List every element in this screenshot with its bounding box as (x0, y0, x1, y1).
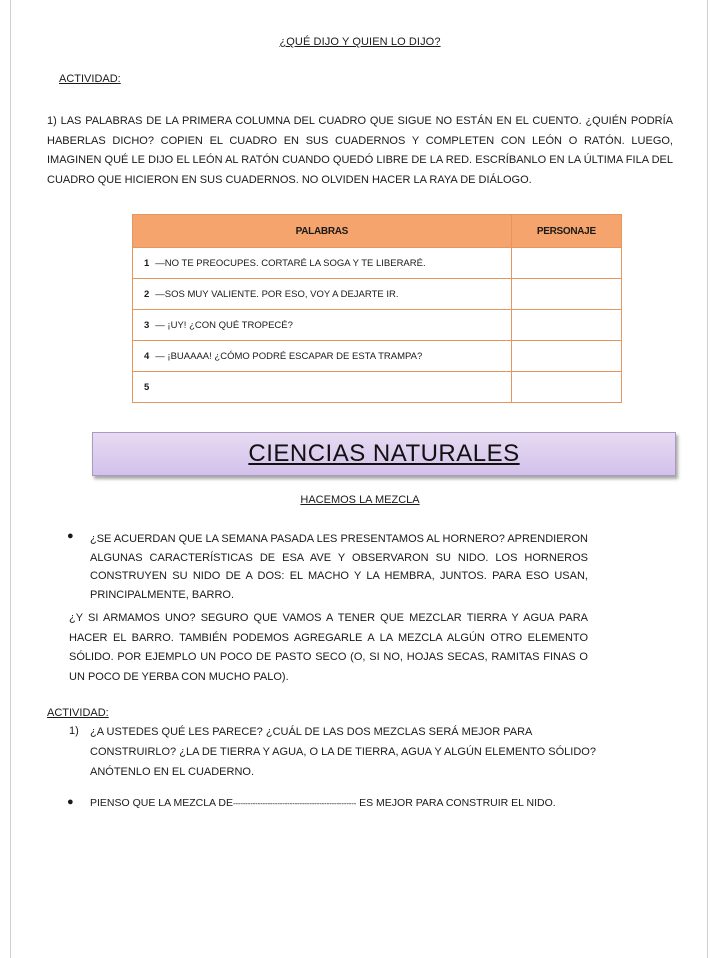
row-number: 5 (144, 381, 150, 393)
answer-suffix: ES MEJOR PARA CONSTRUIR EL NIDO. (356, 797, 556, 809)
table-header-row (133, 215, 622, 248)
section-subtitle: HACEMOS LA MEZCLA (300, 494, 420, 506)
page-edge-left (10, 0, 11, 958)
question-text: ¿A USTEDES QUÉ LES PARECE? ¿CUÁL DE LAS DOS MEZCLAS SERÁ MEJOR PARA CONSTRUIRLO? ¿LA DE TIERRA Y AGUA, O LA DE TIERRA, AGUA Y ALGÚN ELEMENTO SÓLIDO? ANÓTENLO EN EL CUADERNO. (90, 726, 596, 778)
section-banner (92, 432, 676, 476)
banner-title: CIENCIAS NATURALES (248, 440, 520, 467)
character-cell (511, 279, 621, 310)
answer-line (90, 797, 556, 809)
answer-blank[interactable]: -------------------------------------------------- (232, 799, 357, 808)
page-edge-right (707, 0, 708, 958)
character-cell (511, 372, 621, 403)
row-text: —SOS MUY VALIENTE. POR ESO, VOY A DEJARTE IR. (155, 288, 399, 300)
row-text: — ¡BUAAAA! ¿CÓMO PODRÉ ESCAPAR DE ESTA TRAMPA? (155, 350, 423, 362)
page-title: ¿QUÉ DIJO Y QUIEN LO DIJO? (279, 36, 441, 48)
table-row (133, 248, 622, 279)
answer-prefix: PIENSO QUE LA MEZCLA DE (90, 797, 233, 809)
word-cell (133, 310, 512, 341)
words-table (132, 214, 622, 403)
question-number: 1) (69, 725, 79, 737)
bullet-icon: ● (67, 796, 74, 808)
table-row (133, 310, 622, 341)
table-row (133, 341, 622, 372)
hornero-bullet: ¿SE ACUERDAN QUE LA SEMANA PASADA LES PRESENTAMOS AL HORNERO? APRENDIERON ALGUNAS CARACTERÍSTICAS DE ESA AVE Y OBSERVARON SU NIDO. LOS HORNEROS CONSTRUYEN SU NIDO DE A DOS: EL MACHO Y LA HEMBRA, JUNTOS. PARA ESO USAN, PRINCIPALMENTE, BARRO. (90, 533, 588, 602)
word-cell (133, 279, 512, 310)
mixture-paragraph: ¿Y SI ARMAMOS UNO? SEGURO QUE VAMOS A TENER QUE MEZCLAR TIERRA Y AGUA PARA HACER EL BARRO. TAMBIÉN PODEMOS AGREGARLE A LA MEZCLA ALGÚN OTRO ELEMENTO SÓLIDO. POR EJEMPLO UN POCO DE PASTO SECO (O, SI NO, HOJAS SECAS, RAMITAS FINAS O UN POCO DE YERBA CON MUCHO PALO). (69, 612, 588, 683)
row-number: 3 (144, 319, 150, 331)
character-cell (511, 248, 621, 279)
character-cell (511, 310, 621, 341)
activity-label: ACTIVIDAD: (59, 73, 121, 85)
row-number: 2 (144, 288, 150, 300)
row-text: —NO TE PREOCUPES. CORTARÉ LA SOGA Y TE LIBERARÉ. (155, 257, 426, 269)
row-number: 4 (144, 350, 150, 362)
bullet-icon: ● (67, 530, 74, 542)
table-row (133, 372, 622, 403)
activity-label-2: ACTIVIDAD: (47, 707, 109, 719)
header-character: PERSONAJE (511, 215, 621, 248)
word-cell (133, 248, 512, 279)
word-cell (133, 372, 512, 403)
character-cell (511, 341, 621, 372)
table-row (133, 279, 622, 310)
row-number: 1 (144, 257, 150, 269)
header-words: PALABRAS (133, 215, 512, 248)
row-text: — ¡UY! ¿CON QUÉ TROPECÉ? (155, 319, 293, 331)
activity-instructions: 1) LAS PALABRAS DE LA PRIMERA COLUMNA DEL CUADRO QUE SIGUE NO ESTÁN EN EL CUENTO. ¿QUIÉN PODRÍA HABERLAS DICHO? COPIEN EL CUADRO EN SUS CUADERNOS Y COMPLETEN CON LEÓN O RATÓN. LUEGO, IMAGINEN QUÉ LE DIJO EL LEÓN AL RATÓN CUANDO QUEDÓ LIBRE DE LA RED. ESCRÍBANLO EN LA ÚLTIMA FILA DEL CUADRO QUE HICIERON EN SUS CUADERNOS. NO OLVIDEN HACER LA RAYA DE DIÁLOGO. (47, 115, 673, 186)
word-cell (133, 341, 512, 372)
